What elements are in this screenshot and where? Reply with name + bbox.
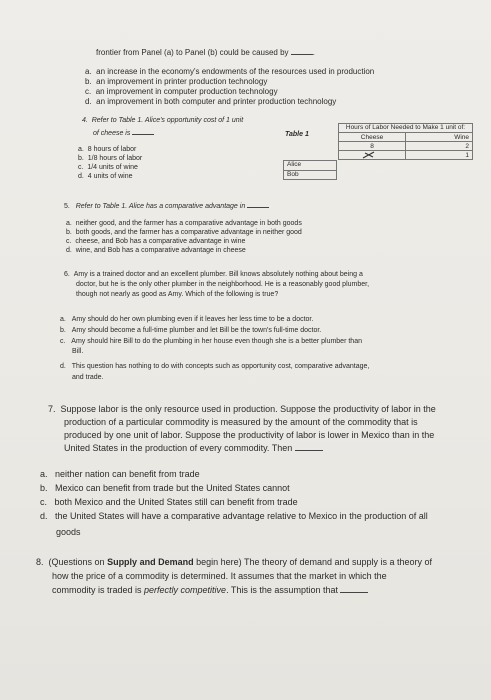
q7-option-c: c. both Mexico and the United States still can benefit from trade: [40, 497, 298, 507]
q6-option-d: d. This question has nothing to do with concepts such as opportunity cost, comparative advantage,: [60, 363, 370, 370]
q3-option-c: c. an improvement in computer production technology: [85, 87, 278, 96]
table-1: [338, 123, 473, 160]
q6-option-c: c. Amy should hire Bill to do the plumbing in her house even though she is a better plumber than: [60, 338, 362, 345]
q6-option-d-line2: and trade.: [72, 374, 104, 381]
answer-blank: [340, 585, 368, 593]
answer-blank: [247, 200, 269, 208]
q6-question-line2: doctor, but he is the only other plumber in the neighborhood. He is a reasonably good plumber,: [76, 281, 370, 288]
q7-option-d: d. the United States will have a comparative advantage relative to Mexico in the production of all: [40, 511, 428, 521]
q4-option-a: a. 8 hours of labor: [78, 146, 137, 153]
q7-option-b: b. Mexico can benefit from trade but the United States cannot: [40, 483, 290, 493]
table-1-header: Hours of Labor Needed to Make 1 unit of:: [339, 124, 473, 133]
q5-option-a: a. neither good, and the farmer has a comparative advantage in both goods: [66, 220, 302, 227]
row-label-alice: Alice: [284, 161, 336, 171]
q8-question-line2: how the price of a commodity is determined. It assumes that the market in which the: [52, 571, 387, 581]
q8-question-line3: commodity is traded is perfectly competitive. This is the assumption that: [52, 585, 368, 596]
cell-bob-cheese: [339, 151, 406, 160]
q5-question: 5. Refer to Table 1. Alice has a comparative advantage in: [64, 200, 269, 211]
q6-option-c-line2: Bill.: [72, 348, 84, 355]
q3-option-b: b. an improvement in printer production technology: [85, 77, 268, 86]
q6-question-line3: though not nearly as good as Amy. Which of the following is true?: [76, 291, 279, 298]
answer-blank: [132, 127, 154, 135]
q4-question-line2: of cheese is: [93, 127, 154, 138]
answer-blank: [291, 47, 316, 57]
q3-option-d: d. an improvement in both computer and printer production technology: [85, 97, 337, 106]
col-header-cheese: Cheese: [339, 133, 406, 142]
table-1-row-labels: [283, 160, 337, 180]
q7-question-line4: United States in the production of every commodity. Then: [64, 443, 323, 454]
q7-question-line3: produced by one unit of labor. Suppose the productivity of labor is lower in Mexico than in the: [64, 430, 435, 440]
q6-question: 6. Amy is a trained doctor and an excellent plumber. Bill knows absolutely nothing about being a: [64, 271, 363, 278]
q8-question: 8. (Questions on Supply and Demand begin here) The theory of demand and supply is a theory of: [36, 557, 433, 567]
q3-option-a: a. an increase in the economy's endowments of the resources used in production: [85, 67, 375, 76]
q7-question-line2: production of a particular commodity is measured by the amount of the commodity that is: [64, 417, 418, 427]
row-label-bob: Bob: [287, 170, 299, 178]
q5-option-d: d. wine, and Bob has a comparative advantage in cheese: [66, 247, 246, 254]
q7-option-d-line2: goods: [56, 527, 81, 537]
intro-line: [96, 47, 315, 58]
answer-blank: [295, 443, 323, 451]
q6-option-a: a. Amy should do her own plumbing even if it leaves her less time to be a doctor.: [60, 316, 314, 323]
q4-option-d: d. 4 units of wine: [78, 173, 133, 180]
q5-option-c: c. cheese, and Bob has a comparative advantage in wine: [66, 238, 246, 245]
q7-option-a: a. neither nation can benefit from trade: [40, 469, 200, 479]
q7-question: 7. Suppose labor is the only resource used in production. Suppose the productivity of labor in the: [48, 404, 436, 414]
cell-alice-cheese: 8: [339, 142, 406, 151]
table-1-label: Table 1: [285, 131, 309, 138]
cell-alice-wine: 2: [406, 142, 473, 151]
col-header-wine: Wine: [406, 133, 473, 142]
q6-option-b: b. Amy should become a full-time plumber and let Bill be the town's full-time doctor.: [60, 327, 322, 334]
intro-text: frontier from Panel (a) to Panel (b) could be caused by: [96, 48, 289, 57]
q5-option-b: b. both goods, and the farmer has a comparative advantage in neither good: [66, 229, 302, 236]
cell-bob-wine: 1: [406, 151, 473, 160]
handwritten-mark: [361, 151, 377, 159]
q4-option-b: b. 1/8 hours of labor: [78, 155, 143, 162]
q4-option-c: c. 1/4 units of wine: [78, 164, 138, 171]
intro-period: .: [312, 48, 316, 57]
q4-question: 4. Refer to Table 1. Alice's opportunity cost of 1 unit: [82, 117, 244, 124]
